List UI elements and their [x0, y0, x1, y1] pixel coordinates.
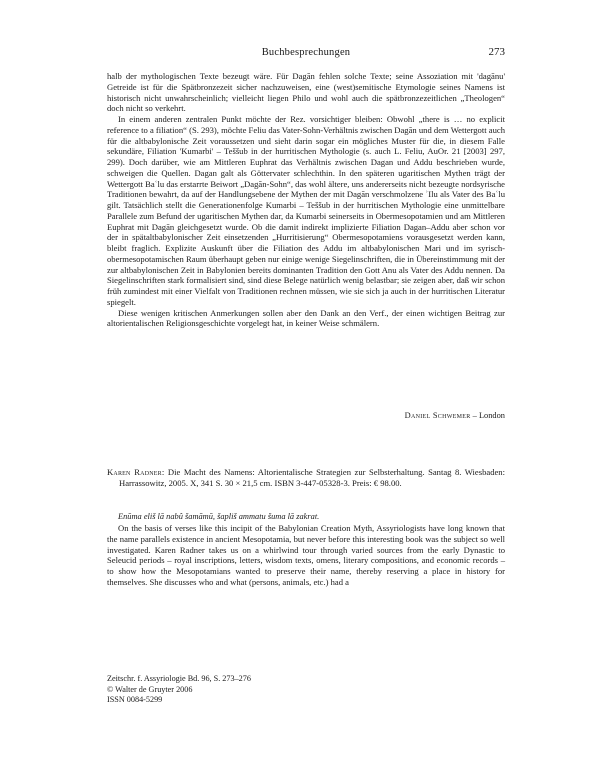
- review-body: [107, 71, 505, 329]
- reviewer-signature: [107, 411, 505, 420]
- running-title: Buchbesprechungen: [261, 47, 351, 58]
- paragraph-introduction: On the basis of verses like this incipit of the Babylonian Creation Myth, Assyriologists have long known that the name parallels existence in ancient Mesopotamia, but never before this interesting book was the subject so well investigated. Karen Radner takes us on a whirlwind tour through varied sources from the early Dynastic to Seleucid periods – royal inscriptions, letters, wisdom texts, omens, literary compositions, and economic records – to show how the Mesopotamians wanted to preserve their name, thereby reserving a place in history for themselves. She discusses who and what (persons, animals, etc.) had a: [107, 523, 505, 587]
- book-details: Die Macht des Namens: Altorientalische Strategien zur Selbsterhaltung. Santag 8. Wiesbaden: Harrassowitz, 2005. X, 341 S. 30 × 21,5 cm. ISBN 3-447-05328-3. Preis: € 98.00.: [119, 467, 505, 488]
- book-author: Karen Radner:: [107, 467, 165, 477]
- copyright-line: © Walter de Gruyter 2006: [107, 684, 193, 694]
- issn-line: ISSN 0084-5299: [107, 695, 163, 704]
- review2-body: [107, 523, 505, 588]
- bibliographic-entry: [107, 467, 505, 489]
- reviewer-name: Daniel Schwemer: [404, 411, 471, 420]
- paragraph-closing: Diese wenigen kritischen Anmerkungen sollen aber den Dank an den Verf., der einen wichtigen Beitrag zur altorientalischen Religionsgeschichte vorgelegt hat, in keiner Weise schmälern.: [107, 307, 505, 329]
- journal-citation: Zeitschr. f. Assyriologie Bd. 96, S. 273–276: [107, 674, 251, 683]
- page-number: 273: [488, 46, 505, 58]
- paragraph-critique: In einem anderen zentralen Punkt möchte der Rez. vorsichtiger bleiben: Obwohl „there is … no explicit reference to a filiation“ (S. 293), möchte Feliu das Vater-Sohn-Verhältnis zwischen Dagān und dem Wettergott auch für die altbabylonische Zeit voraussetzen und sieht darin sogar ein mögliches Muster für die, in diesem Falle sekundäre, Filiation 'Kumarbi' – Teššub in der hurritischen Mythologie (s. auch L. Feliu, AuOr. 21 [2003] 297, 299). Doch darüber, wie am Mittleren Euphrat das Verhältnis zwischen Dagan und Addu beschrieben wurde, schweigen die Quellen. Dagan galt als Göttervater schlechthin. In den späteren ugaritischen Mythen trägt der Wettergott Baʿlu das erstarrte Beiwort „Dagān-Sohn“, das wohl ältere, uns andererseits nicht bezeugte nordsyrische Traditionen bewahrt, da auf der Handlungsebene der Mythen der mit Dagān verschmolzene ʾIlu als Vater des Baʿlu gilt. Tatsächlich stellt die Generationenfolge Kumarbi – Teššub in der hurritischen Mythologie eine unmittelbare Parallele zum Befund der ugaritischen Mythen dar, da Kumarbi seinerseits in Obermesopotamien und am Mittleren Euphrat mit Dagān gleichgesetzt wurde. Ob die damit indirekt implizierte Filiation Dagan–Addu aber schon vor der in spätaltbabylonischer Zeit einsetzenden „Hurritisierung“ Obermesopotamiens vorausgesetzt werden kann, bleibt fraglich. Explizite Auskunft über die Filiation des Addu im altbabylonischen Mari und im syrisch-obermesopotamischen Raum überhaupt geben nur einige wenige Siegelinschriften, die in Übereinstimmung mit der zur altbabylonischen Zeit in Babylonien bereits dominanten Tradition den Gott Anu als Vater des Addu nennen. Da Siegelinschriften stark formalisiert sind, sind diese Belege natürlich wenig belastbar; sie zeigen aber, daß wir schon früh zumindest mit einer Vielfalt von Traditionen rechnen müssen, wie sie sich ja auch in der hurritischen Literatur spiegelt.: [107, 114, 505, 307]
- epigraph: Enūma eliš lā nabû šamāmū, šapliš ammatu šuma lā zakrat.: [118, 512, 320, 521]
- paragraph-continuation: halb der mythologischen Texte bezeugt wäre. Für Dagān fehlen solche Texte; seine Assoziation mit 'dagānu' Getreide ist für die Spätbronzezeit sicher nachzuweisen, eine (west)semitische Etymologie seines Namens ist historisch nicht unwahrscheinlich; vielleicht liegen Philo und wohl auch die spätbronzezeitlichen „Theologen“ doch nicht so verkehrt.: [107, 71, 505, 114]
- reviewer-place: – London: [472, 411, 505, 420]
- running-head: [107, 47, 505, 61]
- journal-footer: [107, 674, 251, 706]
